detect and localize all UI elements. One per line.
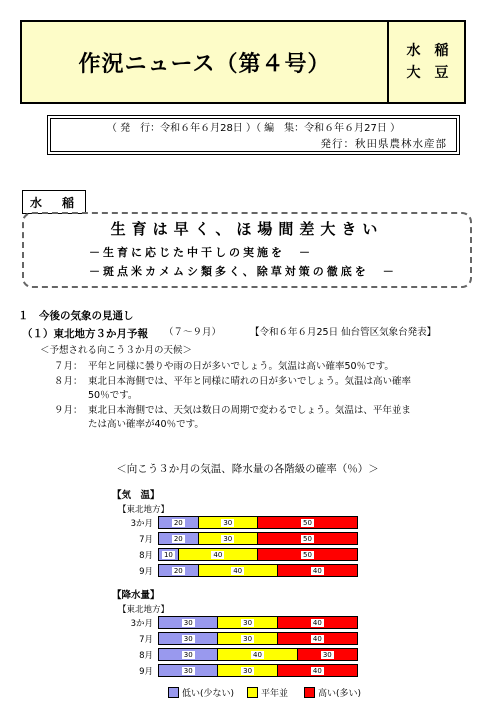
bar-segment-low [159,517,199,528]
bar-segment-high [298,649,357,660]
legend-label-low: 低い(少ない) [182,689,235,699]
data-label: 30 [183,666,193,675]
bar-segment-normal [179,549,258,560]
data-label: 30 [183,618,193,627]
newsletter-header [20,20,466,104]
chart-temperature-region: 【東北地方】 [118,505,170,515]
data-label: 30 [322,650,332,659]
forecast-period: （７～９月） [164,327,222,338]
row-label: 9月 [139,667,153,677]
publisher: 発行：秋田県農林水産部 [320,138,447,150]
forecast-month-label: ７月： [54,361,83,372]
stacked-bar [158,532,358,545]
row-label: 3か月 [130,519,153,529]
data-label: 30 [183,634,193,643]
data-label: 30 [223,518,233,527]
row-label: 8月 [139,651,153,661]
data-label: 50 [303,518,312,527]
data-label: 40 [312,666,322,675]
chart-precipitation-region: 【東北地方】 [118,605,170,615]
data-label: 20 [173,534,183,543]
data-label: 20 [173,566,183,575]
legend-swatch-high [304,687,315,698]
row-label: 9月 [139,567,153,577]
data-label: 40 [312,634,322,643]
forecast-title: （１）東北地方３か月予報 [22,328,148,340]
bar-segment-low [159,617,218,628]
row-label: 3か月 [130,619,153,629]
bar-segment-high [258,549,357,560]
legend-item-normal [247,686,288,699]
bar-segment-high [278,565,357,576]
bar-segment-low [159,549,179,560]
bar-segment-low [159,565,199,576]
headline-sub-2: －斑点米カメムシ類多く、除草対策の徹底を － [89,265,397,278]
forecast-text: 東北日本海側では、平年と同様に晴れの日が多いでしょう。気温は高い確率 [88,376,412,387]
crop-category-soybean: 大 豆 [406,65,449,81]
stacked-bar [158,516,358,529]
forecast-text: 東北日本海側では、天気は数日の周期で変わるでしょう。気温は、平年並ま [88,405,411,416]
data-label: 40 [312,566,322,575]
newsletter-title: 作況ニュース（第４号） [78,51,331,77]
data-label: 30 [243,666,253,675]
chart-title: ＜向こう３か月の気温、降水量の各階級の確率（％）＞ [116,463,379,475]
crop-category-rice: 水 稲 [406,43,449,59]
bar-segment-low [159,633,218,644]
data-label: 30 [243,634,253,643]
data-label: 10 [163,550,173,559]
stacked-bar [158,632,358,645]
stacked-bar [158,616,358,629]
bar-segment-normal [199,533,258,544]
bar-segment-normal [218,617,277,628]
stacked-bar [158,664,358,677]
bar-segment-low [159,665,218,676]
legend-swatch-normal [247,687,258,698]
stacked-bar [158,548,358,561]
bar-segment-normal [218,665,277,676]
stacked-bar [158,648,358,661]
bar-segment-normal [218,649,297,660]
row-label: 7月 [139,635,153,645]
legend-label-normal: 平年並 [261,689,289,699]
headline-main: 生育は早く、ほ場間差大きい [110,220,384,238]
weather-heading: ＜予想される向こう３か月の天候＞ [40,345,193,356]
bar-segment-low [159,533,199,544]
bar-segment-high [258,533,357,544]
bar-segment-normal [199,517,258,528]
data-label: 50 [303,534,312,543]
chart-temperature-title: 【気 温】 [112,490,160,501]
data-label: 40 [213,550,223,559]
forecast-source: 【令和６年６月25日 仙台管区気象台発表】 [250,327,437,338]
legend-item-high [304,686,361,699]
publication-info-box [47,115,460,155]
data-label: 50 [303,550,312,559]
bar-segment-high [278,633,357,644]
bar-segment-high [278,617,357,628]
legend-item-low [168,686,234,699]
headline-sub-1: －生育に応じた中干しの実施を － [89,246,313,259]
data-label: 20 [173,518,183,527]
data-label: 30 [243,618,253,627]
legend-label-high: 高い(多い) [318,689,362,699]
data-label: 40 [233,566,243,575]
publication-dates: （ 発 行：令和６年６月28日 ）（ 編 集：令和６年６月27日 ） [106,123,401,134]
bar-segment-normal [218,633,277,644]
data-label: 30 [183,650,193,659]
data-label: 40 [312,618,322,627]
bar-segment-high [278,665,357,676]
section-title: １ 今後の気象の見通し [18,310,134,322]
bar-segment-high [258,517,357,528]
row-label: 7月 [139,535,153,545]
chart-precipitation-title: 【降水量】 [112,590,160,601]
forecast-text-cont: 50％です。 [88,390,138,401]
data-label: 40 [253,650,262,659]
row-label: 8月 [139,551,153,561]
forecast-month-label: ９月： [54,405,83,416]
forecast-text-cont: たは高い確率が40％です。 [88,419,204,430]
data-label: 30 [223,534,233,543]
crop-category-box [387,22,466,102]
stacked-bar [158,564,358,577]
headline-box [22,212,472,288]
bar-segment-low [159,649,218,660]
forecast-text: 平年と同様に曇りや雨の日が多いでしょう。気温は高い確率50％です。 [88,361,394,372]
legend-swatch-low [168,687,179,698]
forecast-month-label: ８月： [54,376,83,387]
bar-segment-normal [199,565,278,576]
crop-tag: 水 稲 [22,190,86,214]
